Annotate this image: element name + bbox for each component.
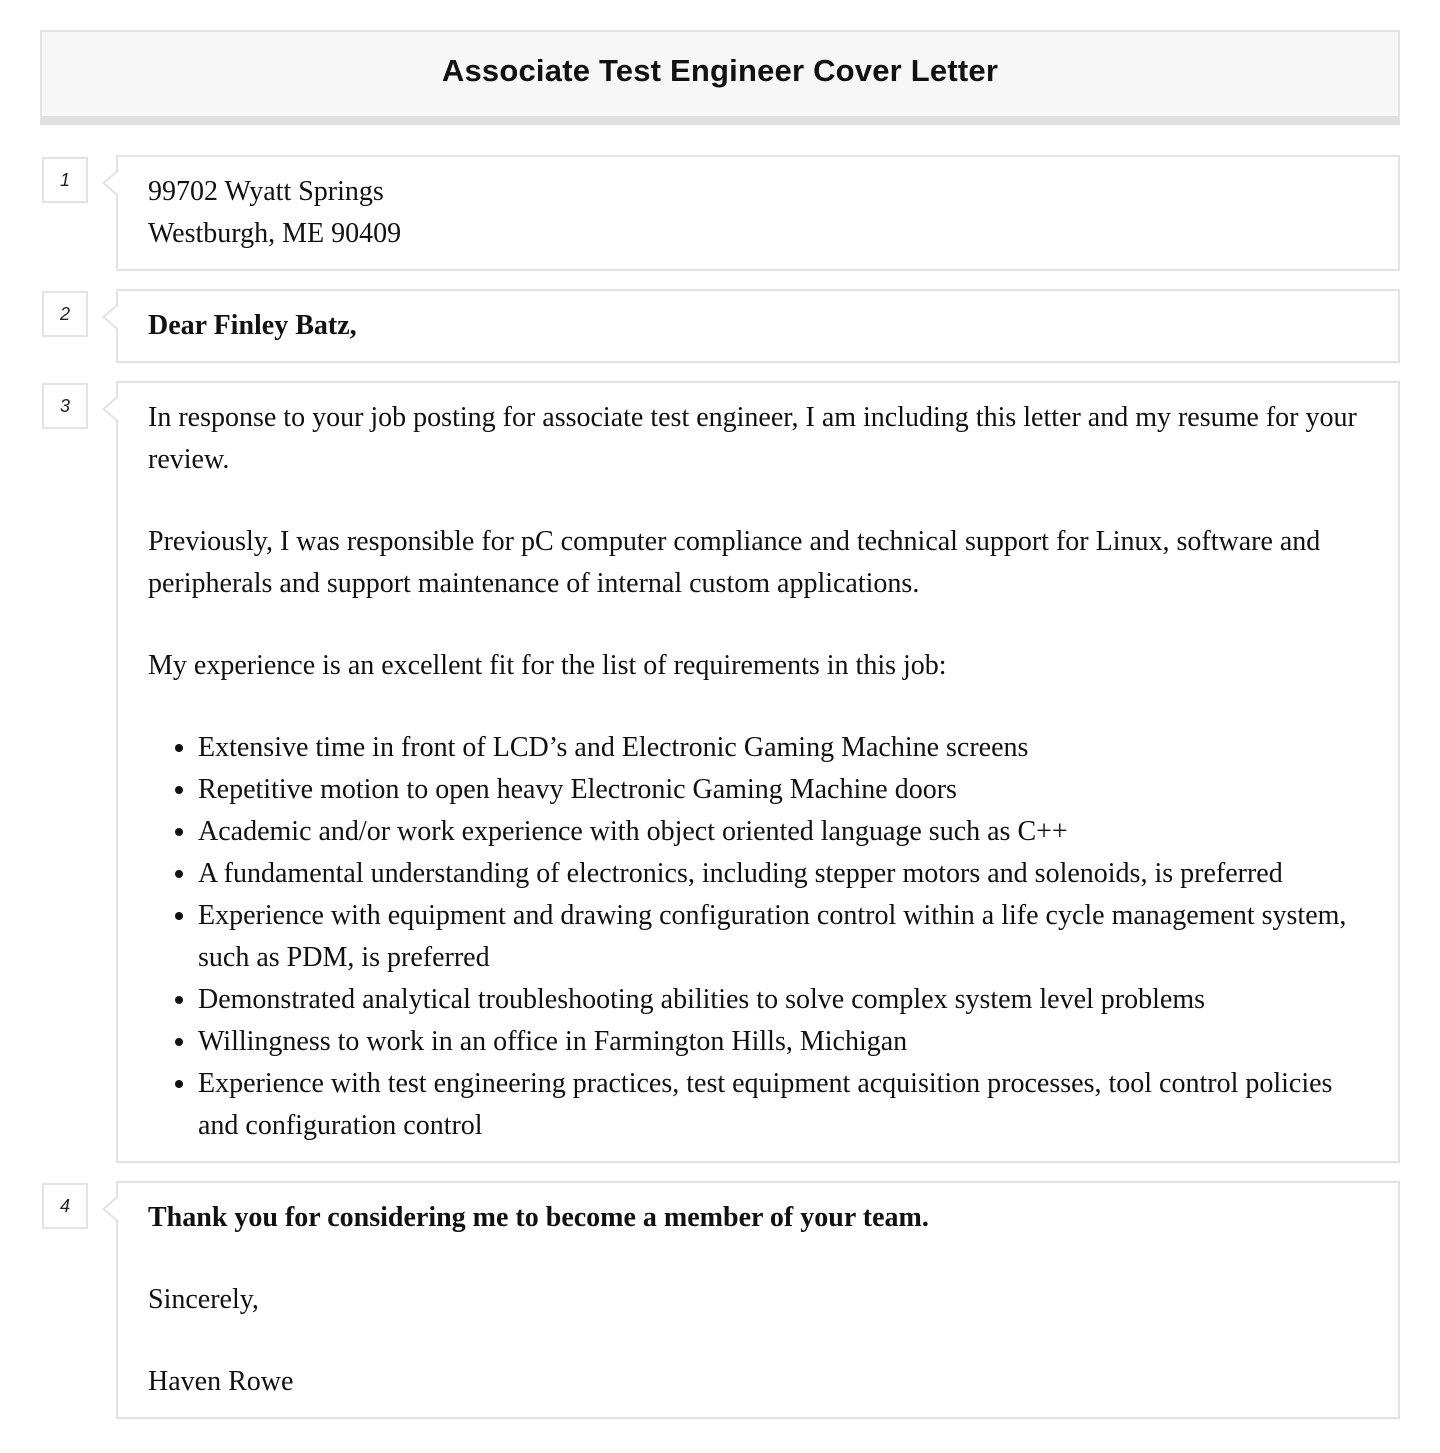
greeting: Dear Finley Batz, xyxy=(148,310,357,341)
section-number: 4 xyxy=(42,1183,88,1229)
closing-line: Sincerely, xyxy=(148,1284,259,1315)
list-item: • Academic and/or work experience with object oriented language such as C++ xyxy=(198,811,1368,853)
list-item: • Repetitive motion to open heavy Electronic Gaming Machine doors xyxy=(198,769,1368,811)
list-item: • Demonstrated analytical troubleshooting abilities to solve complex system level problems xyxy=(198,979,1368,1021)
list-item: • Willingness to work in an office in Farmington Hills, Michigan xyxy=(198,1021,1368,1063)
section-number: 3 xyxy=(42,383,88,429)
section-closing xyxy=(40,1181,1400,1419)
address-card xyxy=(116,155,1400,271)
address-line-2: Westburgh, ME 90409 xyxy=(148,218,402,249)
section-number: 2 xyxy=(42,291,88,337)
list-item: • A fundamental understanding of electronics, including stepper motors and solenoids, is preferred xyxy=(198,853,1368,895)
signature: Haven Rowe xyxy=(148,1366,294,1397)
experience-paragraph: Previously, I was responsible for pC computer compliance and technical support for Linux, software and peripherals and support maintenance of internal custom applications. xyxy=(148,526,1321,599)
title-bar xyxy=(40,30,1400,125)
section-address xyxy=(40,155,1400,271)
closing-card xyxy=(116,1181,1400,1419)
intro-paragraph: In response to your job posting for associate test engineer, I am including this letter and my resume for your review. xyxy=(148,402,1357,475)
requirements-intro: My experience is an excellent fit for the list of requirements in this job: xyxy=(148,650,947,681)
list-item: • Experience with test engineering practices, test equipment acquisition processes, tool control policies and configuration control xyxy=(198,1063,1368,1147)
thanks-line: Thank you for considering me to become a member of your team. xyxy=(148,1202,929,1233)
list-item: • Extensive time in front of LCD’s and Electronic Gaming Machine screens xyxy=(198,727,1368,769)
requirements-list xyxy=(148,727,1368,1147)
page-title: Associate Test Engineer Cover Letter xyxy=(441,53,999,88)
section-number: 1 xyxy=(42,157,88,203)
section-greeting xyxy=(40,289,1400,363)
list-item: • Experience with equipment and drawing configuration control within a life cycle management system, such as PDM, is preferred xyxy=(198,895,1368,979)
section-body xyxy=(40,381,1400,1163)
cover-letter-page xyxy=(40,30,1400,1419)
greeting-card xyxy=(116,289,1400,363)
body-card xyxy=(116,381,1400,1163)
address-line-1: 99702 Wyatt Springs xyxy=(148,176,384,207)
